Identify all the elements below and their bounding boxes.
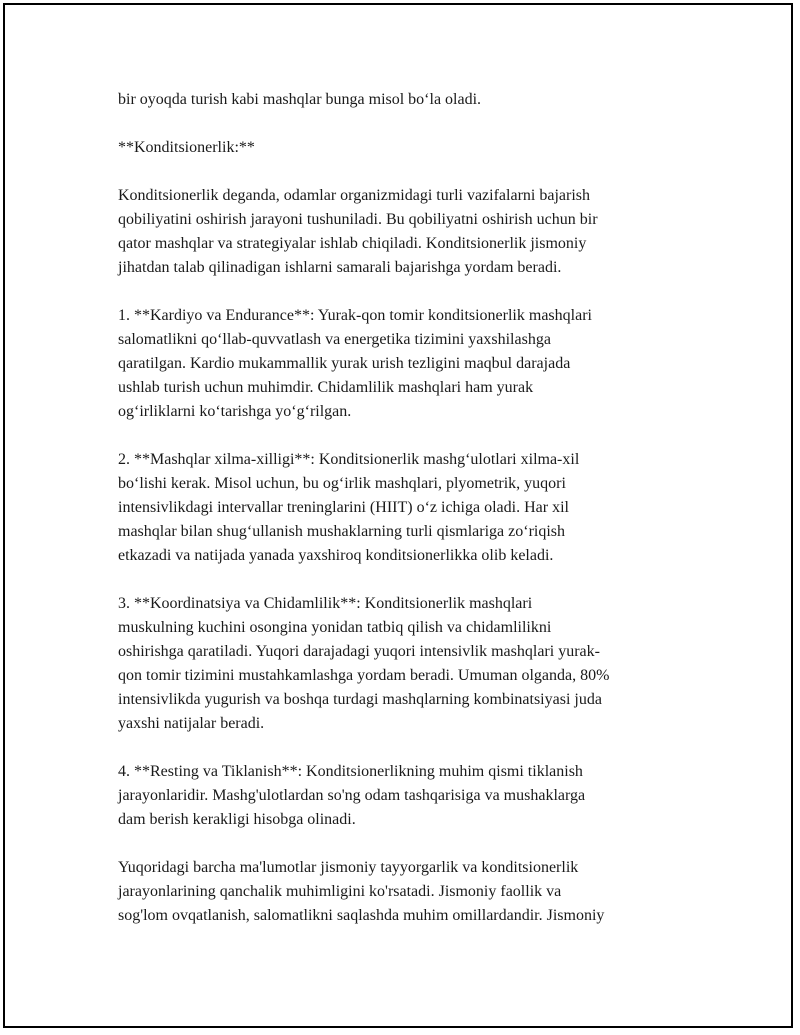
paragraph-definition [118, 184, 688, 280]
section-heading: **Konditsionerlik:** [118, 139, 255, 156]
text-line: jihatdan talab qilinadigan ishlarni samarali bajarishga yordam beradi. [118, 259, 562, 276]
text-line: ushlab turish uchun muhimdir. Chidamlilik mashqlari ham yurak [118, 379, 534, 396]
text-line: oshirishga qaratiladi. Yuqori darajadagi yuqori intensivlik mashqlari yurak- [118, 643, 600, 660]
intro-line: bir oyoqda turish kabi mashqlar bunga misol bo‘la oladi. [118, 91, 482, 108]
list-item-variety [118, 448, 688, 568]
text-line: bo‘lishi kerak. Misol uchun, bu og‘irlik mashqlari, plyometrik, yuqori [118, 475, 566, 492]
paragraph-conclusion [118, 856, 688, 928]
text-line: etkazadi va natijada yanada yaxshiroq konditsionerlikka olib keladi. [118, 547, 554, 564]
text-line: 2. **Mashqlar xilma-xilligi**: Konditsionerlik mashg‘ulotlari xilma-xil [118, 451, 580, 468]
text-line: muskulning kuchini osongina yonidan tatbiq qilish va chidamlilikni [118, 619, 552, 636]
list-item-coordination [118, 592, 688, 736]
list-item-recovery [118, 760, 688, 832]
text-line: qator mashqlar va strategiyalar ishlab chiqiladi. Konditsionerlik jismoniy [118, 235, 587, 252]
text-line: 4. **Resting va Tiklanish**: Konditsionerlikning muhim qismi tiklanish [118, 763, 583, 780]
text-line: jarayonlarining qanchalik muhimligini ko'rsatadi. Jismoniy faollik va [118, 883, 562, 900]
text-line: dam berish kerakligi hisobga olinadi. [118, 811, 356, 828]
document-body [118, 88, 688, 928]
text-line: yaxshi natijalar beradi. [118, 715, 265, 732]
text-line: qon tomir tizimini mustahkamlashga yordam beradi. Umuman olganda, 80% [118, 667, 610, 684]
text-line: 3. **Koordinatsiya va Chidamlilik**: Konditsionerlik mashqlari [118, 595, 533, 612]
text-line: qaratilgan. Kardio mukammallik yurak urish tezligini maqbul darajada [118, 355, 571, 372]
text-line: mashqlar bilan shug‘ullanish mushaklarning turli qismlariga zo‘riqish [118, 523, 566, 540]
text-line: 1. **Kardiyo va Endurance**: Yurak-qon tomir konditsionerlik mashqlari [118, 307, 592, 324]
text-line: intensivlikdagi intervallar treninglarini (HIIT) o‘z ichiga oladi. Har xil [118, 499, 569, 516]
text-line: salomatlikni qo‘llab-quvvatlash va energetika tizimini yaxshilashga [118, 331, 551, 348]
text-line: intensivlikda yugurish va boshqa turdagi mashqlarning kombinatsiyasi juda [118, 691, 602, 708]
text-line: qobiliyatini oshirish jarayoni tushuniladi. Bu qobiliyatni oshirish uchun bir [118, 211, 598, 228]
text-line: Konditsionerlik deganda, odamlar organizmidagi turli vazifalarni bajarish [118, 187, 590, 204]
list-item-cardio [118, 304, 688, 424]
text-line: sog'lom ovqatlanish, salomatlikni saqlashda muhim omillardandir. Jismoniy [118, 907, 605, 924]
text-line: Yuqoridagi barcha ma'lumotlar jismoniy tayyorgarlik va konditsionerlik [118, 859, 579, 876]
text-line: jarayonlaridir. Mashg'ulotlardan so'ng odam tashqarisiga va mushaklarga [118, 787, 586, 804]
text-line: og‘irliklarni ko‘tarishga yo‘g‘rilgan. [118, 403, 352, 420]
